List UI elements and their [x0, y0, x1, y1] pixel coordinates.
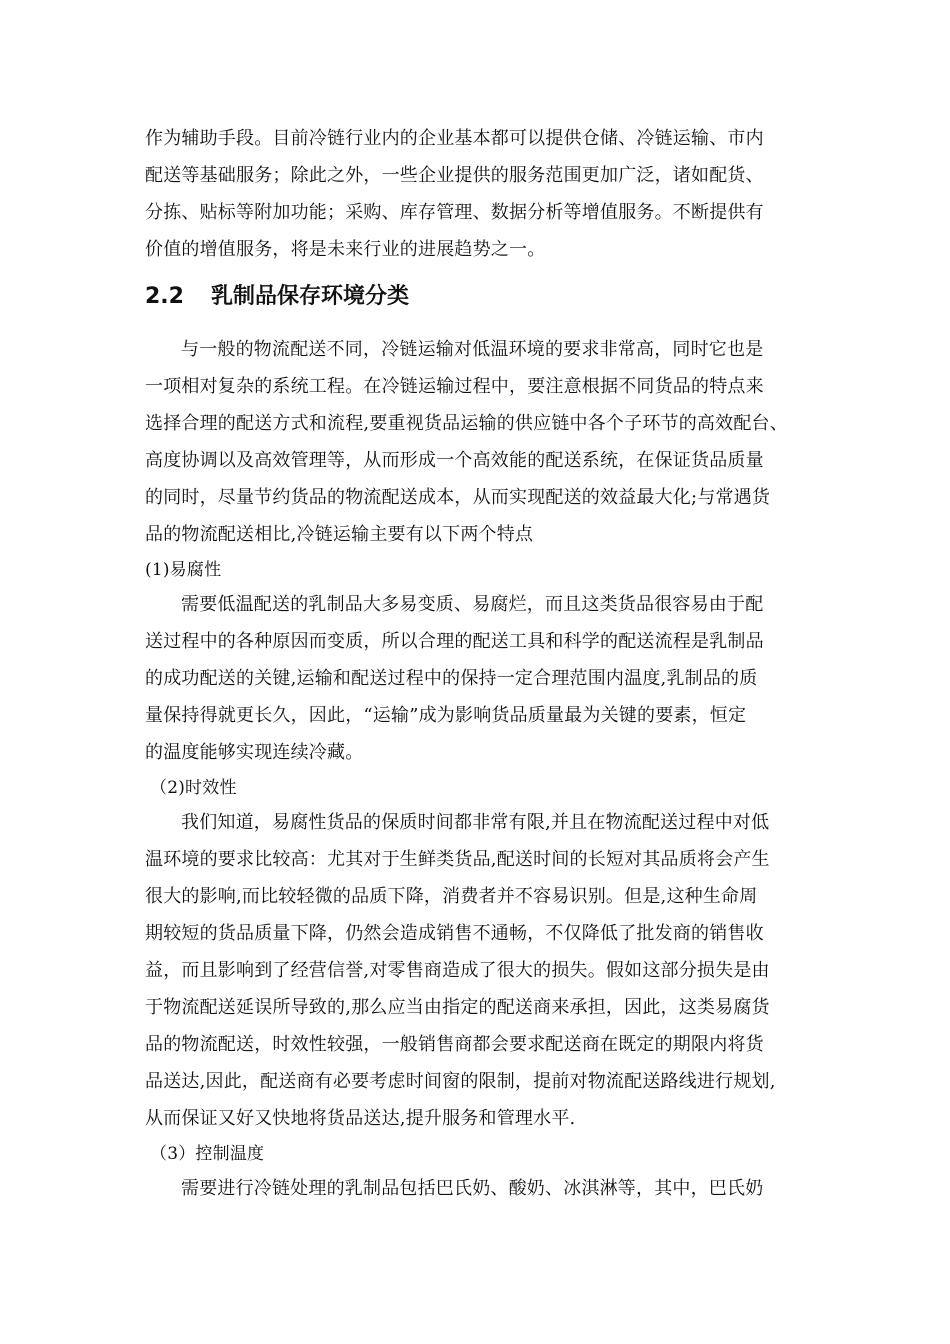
section-line-4: 高度协调以及高效管理等，从而形成一个高效能的配送系统，在保证货品质量	[145, 450, 764, 471]
item2-line-1: 我们知道，易腐性货品的保质时间都非常有限,并且在物流配送过程中对低	[181, 812, 770, 833]
section-line-5: 的同时，尽量节约货品的物流配送成本，从而实现配送的效益最大化;与常遇货	[145, 487, 771, 508]
section-number: 2.2	[145, 284, 184, 309]
item2-line-6: 于物流配送延误所导致的,那么应当由指定的配送商来承担，因此，这类易腐货	[145, 997, 770, 1018]
item2-line-9: 从而保证又好又快地将货品送达,提升服务和管理水平.	[145, 1108, 576, 1129]
intro-line-2: 配送等基础服务；除此之外，一些企业提供的服务范围更加广泛，诸如配货、	[145, 165, 764, 186]
section-line-2: 一项相对复杂的系统工程。在冷链运输过程中，要注意根据不同货品的特点来	[145, 376, 764, 397]
item3-line-1: 需要进行冷链处理的乳制品包括巴氏奶、酸奶、冰淇淋等，其中，巴氏奶	[181, 1178, 764, 1199]
item2-line-7: 品的物流配送，时效性较强，一般销售商都会要求配送商在既定的期限内将货	[145, 1034, 764, 1055]
intro-line-1: 作为辅助手段。目前冷链行业内的企业基本都可以提供仓储、冷链运输、市内	[145, 128, 764, 149]
section-title: 乳制品保存环境分类	[211, 284, 410, 309]
section-heading	[145, 282, 409, 312]
item3-label: （3）控制温度	[150, 1144, 265, 1164]
item2-line-2: 温环境的要求比较高：尤其对于生鲜类货品,配送时间的长短对其品质将会产生	[145, 849, 770, 870]
item2-line-5: 益，而且影响到了经营信誉,对零售商造成了很大的损失。假如这部分损失是由	[145, 960, 770, 981]
intro-line-3: 分拣、贴标等附加功能；采购、库存管理、数据分析等增值服务。不断提供有	[145, 202, 764, 223]
item1-line-2: 送过程中的各种原因而变质，所以合理的配送工具和科学的配送流程是乳制品	[145, 631, 764, 652]
intro-line-4: 价值的增值服务，将是未来行业的进展趋势之一。	[145, 239, 546, 260]
item2-label: （2)时效性	[150, 778, 237, 798]
item2-line-3: 很大的影响,而比较轻微的品质下降，消费者并不容易识别。但是,这种生命周	[145, 886, 758, 907]
item1-line-5: 的温度能够实现连续冷藏。	[145, 742, 364, 763]
section-line-6: 品的物流配送相比,冷链运输主要有以下两个特点	[145, 524, 534, 545]
item1-line-4: 量保持得就更长久，因此，“运输”成为影响货品质量最为关键的要素，恒定	[145, 705, 747, 726]
item2-line-4: 期较短的货品质量下降，仍然会造成销售不通畅，不仅降低了批发商的销售收	[145, 923, 764, 944]
section-line-3: 选择合理的配送方式和流程,要重视货品运输的供应链中各个子环节的高效配台、	[145, 413, 788, 434]
item1-line-1: 需要低温配送的乳制品大多易变质、易腐烂，而且这类货品很容易由于配	[181, 594, 764, 615]
item1-label: (1)易腐性	[145, 560, 222, 580]
section-line-1: 与一般的物流配送不同，冷链运输对低温环境的要求非常高，同时它也是	[181, 339, 764, 360]
item1-line-3: 的成功配送的关键,运输和配送过程中的保持一定合理范围内温度,乳制品的质	[145, 668, 758, 689]
item2-line-8: 品送达,因此，配送商有必要考虑时间窗的限制，提前对物流配送路线进行规划,	[145, 1071, 776, 1092]
